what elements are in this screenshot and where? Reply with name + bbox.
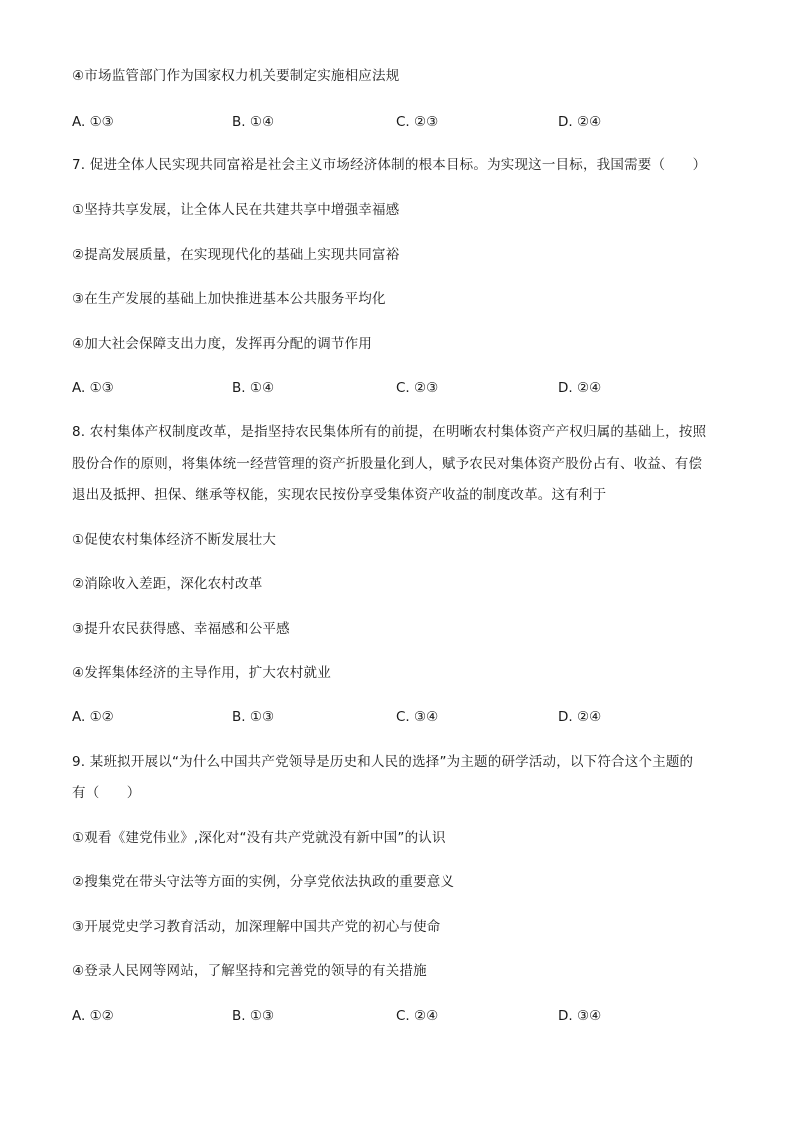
q9-choice-c: C. ②④: [396, 1008, 439, 1024]
q7-choice-b: B. ①④: [232, 380, 275, 396]
q6-choice-a: A. ①③: [72, 114, 114, 130]
q9-stem-line-1: 9. 某班拟开展以“为什么中国共产党领导是历史和人民的选择”为主题的研学活动，以下符合这个主题的: [72, 754, 694, 770]
q8-choice-a: A. ①②: [72, 709, 114, 725]
q8-choice-b: B. ①③: [232, 709, 275, 725]
q9-option-2: ②搜集党在带头守法等方面的实例，分享党依法执政的重要意义: [72, 874, 455, 890]
q7-choices: [72, 378, 752, 398]
q6-choice-d: D. ②④: [558, 114, 602, 130]
q7-stem: 7. 促进全体人民实现共同富裕是社会主义市场经济体制的根本目标。为实现这一目标，我国需要（ ）: [72, 157, 707, 173]
q8-choice-d: D. ②④: [558, 709, 602, 725]
q6-choice-b: B. ①④: [232, 114, 275, 130]
q7-option-3: ③在生产发展的基础上加快推进基本公共服务平均化: [72, 291, 386, 307]
q7-option-2: ②提高发展质量，在实现现代化的基础上实现共同富裕: [72, 247, 400, 263]
q9-option-1: ①观看《建党伟业》,深化对“没有共产党就没有新中国”的认识: [72, 830, 446, 846]
q7-choice-a: A. ①③: [72, 380, 114, 396]
q7-choice-c: C. ②③: [396, 380, 439, 396]
q8-stem-line-2: 股份合作的原则，将集体统一经营管理的资产折股量化到人，赋予农民对集体资产股份占有、收益、有偿: [72, 456, 703, 472]
q7-choice-d: D. ②④: [558, 380, 602, 396]
q9-choice-a: A. ①②: [72, 1008, 114, 1024]
q7-option-4: ④加大社会保障支出力度，发挥再分配的调节作用: [72, 336, 373, 352]
q8-stem-line-3: 退出及抵押、担保、继承等权能，实现农民按份享受集体资产收益的制度改革。这有利于: [72, 487, 607, 503]
q8-option-2: ②消除收入差距，深化农村改革: [72, 576, 263, 592]
q9-option-4: ④登录人民网等网站，了解坚持和完善党的领导的有关措施: [72, 963, 427, 979]
q8-choices: [72, 707, 752, 727]
q8-choice-c: C. ③④: [396, 709, 439, 725]
q6-choices: [72, 112, 752, 132]
q9-stem-line-2: 有（ ）: [72, 785, 141, 801]
q9-choices: [72, 1006, 752, 1026]
q9-option-3: ③开展党史学习教育活动，加深理解中国共产党的初心与使命: [72, 919, 441, 935]
q6-option-4: ④市场监管部门作为国家权力机关要制定实施相应法规: [72, 68, 400, 84]
q7-option-1: ①坚持共享发展，让全体人民在共建共享中增强幸福感: [72, 202, 400, 218]
q8-option-4: ④发挥集体经济的主导作用，扩大农村就业: [72, 665, 331, 681]
q8-option-3: ③提升农民获得感、幸福感和公平感: [72, 621, 290, 637]
q9-choice-d: D. ③④: [558, 1008, 602, 1024]
q8-option-1: ①促使农村集体经济不断发展壮大: [72, 532, 277, 548]
q6-choice-c: C. ②③: [396, 114, 439, 130]
q9-choice-b: B. ①③: [232, 1008, 275, 1024]
q8-stem-line-1: 8. 农村集体产权制度改革，是指坚持农民集体所有的前提，在明晰农村集体资产产权归属的基础上，按照: [72, 424, 707, 440]
